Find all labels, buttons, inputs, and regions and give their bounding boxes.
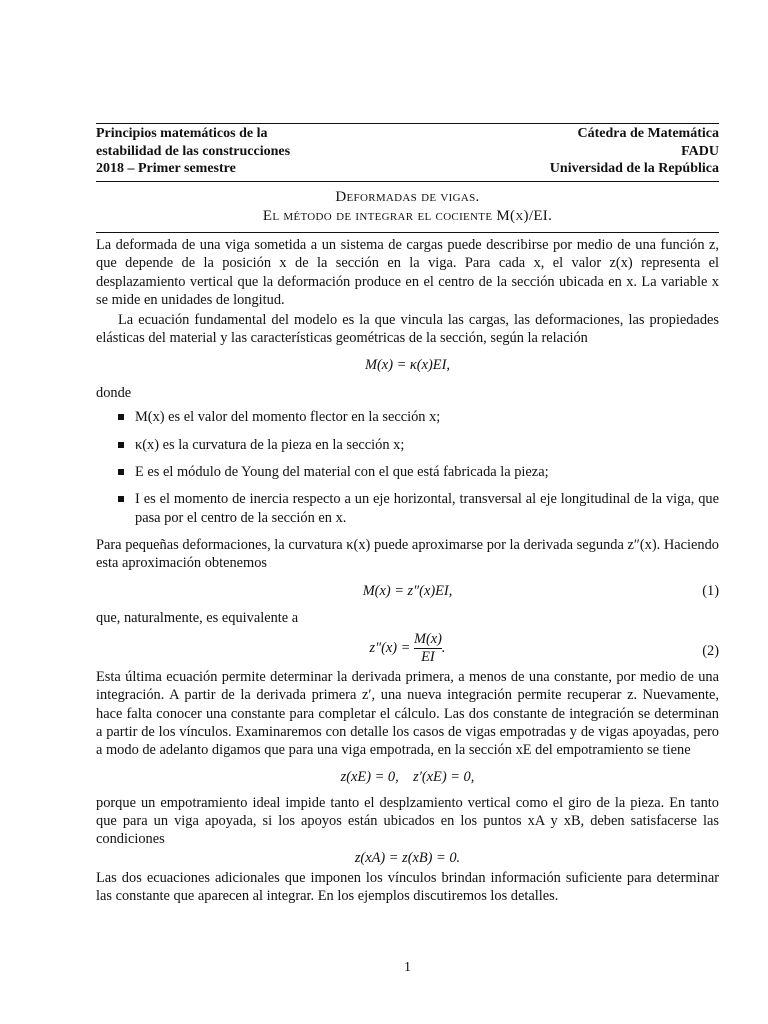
paragraph-conclusion: Las dos ecuaciones adicionales que imponen los vínculos brindan información suficiente para determinar las constante que aparecen al integrar. En los ejemplos discutiremos los detalles. (96, 870, 719, 905)
equation-1-number: (1) (702, 583, 719, 600)
fraction-denominator: EI (414, 648, 442, 666)
header-course-line-2: estabilidad de las construcciones (96, 143, 291, 159)
header-top-rule (96, 123, 719, 124)
header-institution-line-2: FADU (681, 143, 719, 159)
equation-1 (96, 582, 719, 600)
paragraph-intro: La deformada de una viga sometida a un sistema de cargas puede describirse por medio de una función z, que depende de la posición x de la sección en la viga. Para cada x, el valor z(x) representa el desplazamiento vertical que la deformación produce en el centro de la sección ubicada en x. La variable x se mide en unidades de longitud. (96, 237, 719, 308)
header-course (96, 125, 290, 178)
equation-supported: z(xA) = z(xB) = 0. (354, 849, 461, 866)
square-bullet-icon (118, 469, 124, 475)
list-item (96, 436, 719, 454)
square-bullet-icon (118, 414, 124, 420)
title-line-1: Deformadas de vigas. (335, 189, 480, 205)
paragraph-integration: Esta última ecuación permite determinar la derivada primera, a menos de una constante, por medio de una integración. A partir de la derivada primera z′, una nueva integración permite recuperar z. Nuevamente, hace falta conocer una constante para completar el cálculo. Las dos constante de integración se determinan a partir de los vínculos. Examinaremos con detalle los casos de vigas empotradas y de vigas apoyadas, pero a modo de adelanto digamos que para una viga empotrada, en la sección xE del empotramiento se tiene (96, 669, 719, 759)
paragraph-approximation: Para pequeñas deformaciones, la curvatura κ(x) puede aproximarse por la derivada segunda z″(x). Haciendo esta aproximación obtenemos (96, 536, 719, 572)
list-item-text: M(x) es el valor del momento flector en la sección x; (135, 409, 441, 426)
header-bottom-rule (96, 181, 719, 182)
list-item-text: I es el momento de inercia respecto a un eje horizontal, transversal al eje longitudinal de la viga, que pasa por el centro de la sección en x. (135, 491, 719, 526)
equation-clamped: z(xE) = 0, z′(xE) = 0, (340, 768, 475, 785)
square-bullet-icon (118, 442, 124, 448)
document-body (96, 236, 719, 906)
header-course-line-3: 2018 – Primer semestre (96, 161, 236, 176)
equation-2 (96, 631, 719, 666)
header-institution-line-3: Universidad de la República (549, 161, 719, 176)
list-item (96, 463, 719, 481)
header-institution-line-1: Cátedra de Matemática (577, 126, 719, 141)
list-item-text: E es el módulo de Young del material con el que está fabricada la pieza; (135, 463, 549, 480)
paragraph-equivalent: que, naturalmente, es equivalente a (96, 609, 299, 626)
paragraph-supports: porque un empotramiento ideal impide tanto el desplzamiento vertical como el giro de la pieza. En tanto que para un viga apoyada, si los apoyos están ubicados en los puntos xA y xB, deben satisfacerse las condiciones (96, 794, 719, 848)
paragraph-donde: donde (96, 385, 132, 402)
title-rule (96, 232, 719, 233)
equation-2-lhs: z″(x) = (369, 639, 411, 656)
equation-2-fraction (414, 631, 442, 666)
header-course-line-1: Principios matemáticos de la (96, 126, 268, 141)
equation-1-expression: M(x) = z″(x)EI, (362, 583, 453, 600)
equation-2-number: (2) (702, 643, 719, 660)
definition-list (96, 408, 719, 526)
fraction-numerator: M(x) (413, 631, 442, 648)
list-item-text: κ(x) es la curvatura de la pieza en la sección x; (135, 436, 405, 453)
page-number: 1 (404, 960, 411, 975)
document-title (96, 188, 719, 226)
equation-2-tail: . (441, 639, 446, 656)
square-bullet-icon (118, 496, 124, 502)
list-item (96, 490, 719, 527)
list-item (96, 408, 719, 426)
title-line-2: El método de integrar el cociente M(x)/EI. (262, 208, 553, 224)
equation-main: M(x) = κ(x)EI, (365, 356, 450, 373)
paragraph-fundamental-equation: La ecuación fundamental del modelo es la que vincula las cargas, las deformaciones, las propiedades elásticas del material y las características geométricas de la sección, según la relación (96, 312, 719, 347)
header-institution (550, 125, 719, 178)
